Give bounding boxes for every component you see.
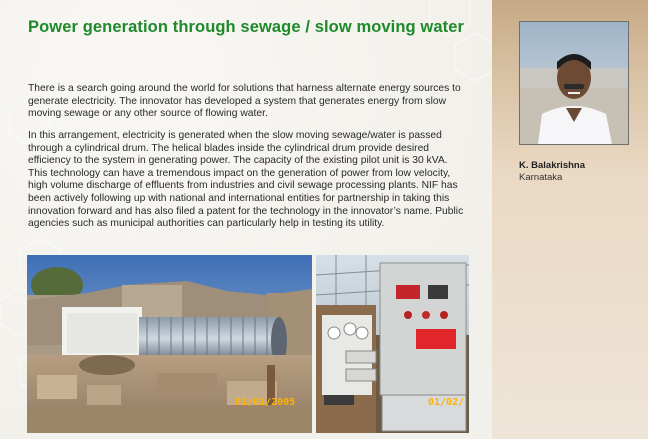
innovator-state: Karnataka: [519, 172, 563, 183]
site-photo-date-stamp: 01/01/2005: [235, 397, 296, 408]
description-paragraph: In this arrangement, electricity is generated when the slow moving sewage/water is passed through a cylindrical drum. The helical blades inside the cylindrical drum provide desired efficiency to the system in generating power. The capacity of the existing pilot unit is 30 kVA. This technology can have a tremendous impact on the generation of power from low velocity, high volume discharge of effluents from industries and civil sewage processing plants. NIF has been actively following up with national and international entities for partnership in taking this innovation forward and has also filed a patent for the technology in the innovator’s name. Public agencies such as municipal authorities can particularly help in testing its utility.: [28, 130, 464, 230]
innovator-name: K. Balakrishna: [519, 160, 585, 171]
innovator-portrait: [519, 21, 629, 145]
panel-photo-date-stamp: 01/02/: [428, 397, 465, 408]
intro-paragraph: There is a search going around the world for solutions that harness alternate energy sources to generate electricity. The innovator has developed a system that generates energy from slow moving sewage or any other source of flowing water.: [28, 83, 461, 120]
control-panel-photo: [316, 255, 469, 433]
page-title: Power generation through sewage / slow moving water: [28, 18, 465, 36]
sewage-site-photo: [27, 255, 312, 433]
